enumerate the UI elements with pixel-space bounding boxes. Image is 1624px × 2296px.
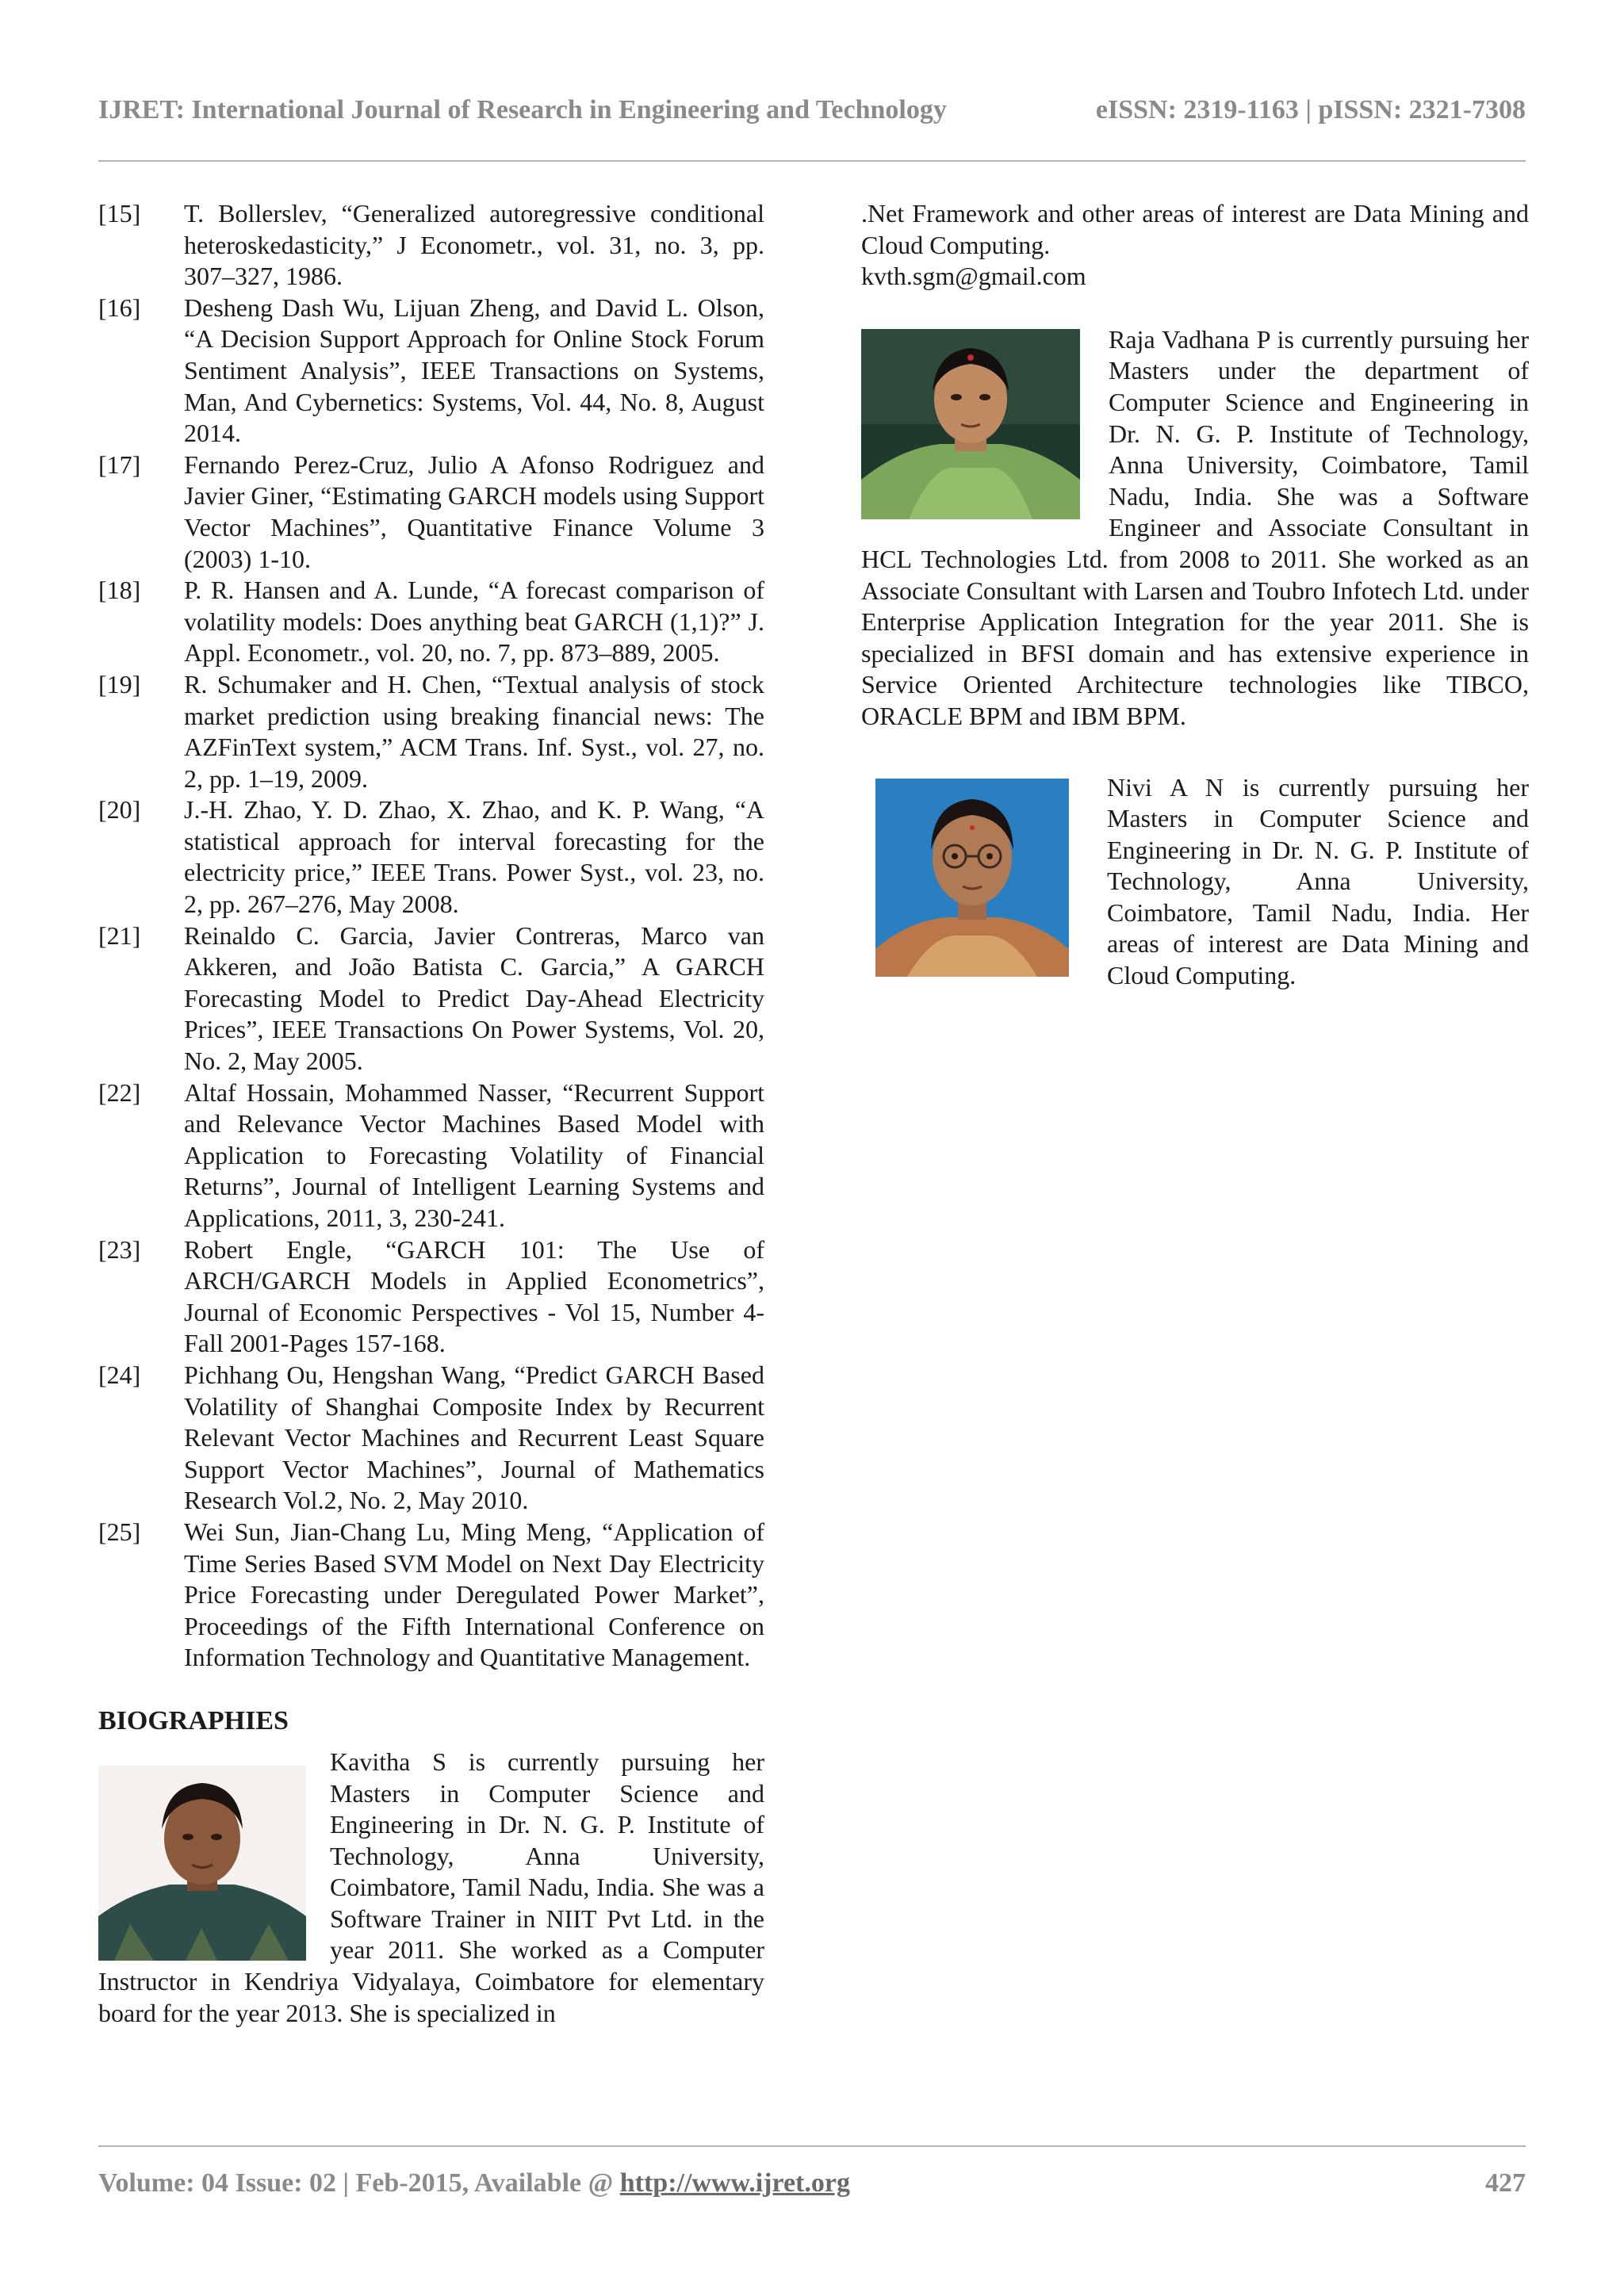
reference-number: [18] [98, 576, 141, 605]
reference-number: [23] [98, 1234, 141, 1264]
bio-text-raja: Raja Vadhana P is currently pursuing her Masters under the department of Computer Science and Engineering in Dr. N. G. P. Institute of Technology, Anna University, Coimbatore, Tamil Nadu, India. She was a Software Engineer and Associate Consultant in HCL Technologies Ltd. from 2008 to 2011. She worked as an Associate Consultant with Larsen and Toubro Infotech Ltd. under Enterprise Application Integration for the year 2011. She is specialized in BFSI domain and has extensive experience in Service Oriented Architecture technologies like TIBCO, ORACLE BPM and IBM BPM. [861, 324, 1529, 730]
author-photo-raja [861, 329, 1080, 519]
reference-item [98, 575, 764, 669]
page-footer [98, 2168, 1526, 2208]
reference-item [98, 1077, 764, 1234]
reference-item [98, 450, 764, 575]
bio-raja [861, 324, 1529, 733]
reference-number: [17] [98, 450, 141, 479]
reference-number: [16] [98, 293, 141, 322]
reference-text: Fernando Perez-Cruz, Julio A Afonso Rodriguez and Javier Giner, “Estimating GARCH models using Support Vector Machines”, Quantitative Finance Volume 3 (2003) 1-10. [184, 450, 764, 573]
issn-info: eISSN: 2319-1163 | pISSN: 2321-7308 [1095, 95, 1526, 124]
reference-text: J.-H. Zhao, Y. D. Zhao, X. Zhao, and K. P. Wang, “A statistical approach for interval forecasting for the electricity price,” IEEE Trans. Power Syst., vol. 23, no. 2, pp. 267–276, May 2008. [184, 795, 764, 919]
reference-number: [15] [98, 199, 141, 228]
bio-kavitha-continued [861, 198, 1529, 293]
reference-item [98, 920, 764, 1077]
reference-text: R. Schumaker and H. Chen, “Textual analysis of stock market prediction using breaking financial news: The AZFinText system,” ACM Trans. Inf. Syst., vol. 27, no. 2, pp. 1–19, 2009. [184, 669, 764, 793]
page-number: 427 [1485, 2168, 1526, 2198]
reference-number: [25] [98, 1517, 141, 1546]
biographies-heading: BIOGRAPHIES [98, 1705, 289, 1735]
footer-volume-text: Volume: 04 Issue: 02 | Feb-2015, Available @ [98, 2168, 620, 2198]
reference-text: Wei Sun, Jian-Chang Lu, Ming Meng, “Application of Time Series Based SVM Model on Next Day Electricity Price Forecasting under Deregulated Power Market”, Proceedings of the Fifth International Conference on Information Technology and Quantitative Management. [184, 1517, 764, 1672]
reference-number: [19] [98, 669, 141, 698]
reference-text: Altaf Hossain, Mohammed Nasser, “Recurrent Support and Relevance Vector Machines Based Model with Application to Forecasting Volatility of Financial Returns”, Journal of Intelligent Learning Systems and Applications, 2011, 3, 230-241. [184, 1077, 764, 1232]
right-column [861, 198, 1529, 992]
reference-text: Pichhang Ou, Hengshan Wang, “Predict GARCH Based Volatility of Shanghai Composite Index by Recurrent Relevant Vector Machines and Recurrent Least Square Support Vector Machines”, Journal of Mathematics Research Vol.2, No. 2, May 2010. [184, 1360, 764, 1515]
reference-number: [21] [98, 920, 141, 950]
journal-website-link[interactable]: http://www.ijret.org [619, 2168, 850, 2198]
bio-kavitha [98, 1747, 764, 2029]
reference-item [98, 1234, 764, 1360]
bio-nivi [861, 772, 1529, 992]
reference-list [98, 198, 764, 1674]
reference-number: [20] [98, 795, 141, 825]
reference-text: T. Bollerslev, “Generalized autoregressive conditional heteroskedasticity,” J Econometr., vol. 31, no. 3, pp. 307–327, 1986. [184, 199, 764, 291]
reference-item [98, 669, 764, 794]
reference-item [98, 1360, 764, 1517]
bio-text-nivi: Nivi A N is currently pursuing her Masters in Computer Science and Engineering in Dr. N. G. P. Institute of Technology, Anna University, Coimbatore, Tamil Nadu, India. Her areas of interest are Data Mining and Cloud Computing. [1107, 772, 1529, 990]
reference-item [98, 794, 764, 920]
footer-rule [98, 2145, 1526, 2147]
reference-text: P. R. Hansen and A. Lunde, “A forecast comparison of volatility models: Does anything beat GARCH (1,1)?” J. Appl. Econometr., vol. 20, no. 7, pp. 873–889, 2005. [184, 576, 764, 668]
reference-number: [24] [98, 1360, 141, 1389]
reference-text: Reinaldo C. Garcia, Javier Contreras, Marco van Akkeren, and João Batista C. Garcia,” A GARCH Forecasting Model to Predict Day-Ahead Electricity Prices”, IEEE Transactions On Power Systems, Vol. 20, No. 2, May 2005. [184, 920, 764, 1076]
reference-item [98, 1517, 764, 1674]
author-photo-kavitha [98, 1766, 306, 1961]
bio-text-kavitha: Kavitha S is currently pursuing her Masters in Computer Science and Engineering in Dr. N. G. P. Institute of Technology, Anna University, Coimbatore, Tamil Nadu, India. She was a Software Trainer in NIIT Pvt Ltd. in the year 2011. She worked as a Computer Instructor in Kendriya Vidyalaya, Coimbatore for elementary board for the year 2013. She is specialized in [98, 1747, 764, 2027]
bio-text-kavitha-continued: .Net Framework and other areas of interest are Data Mining and Cloud Computing. [861, 199, 1529, 259]
header-rule [98, 160, 1526, 162]
footer-volume [98, 2168, 850, 2198]
reference-item [98, 198, 764, 293]
page-header [98, 95, 1526, 135]
journal-title: IJRET: International Journal of Research in Engineering and Technology [98, 95, 947, 124]
reference-text: Desheng Dash Wu, Lijuan Zheng, and David L. Olson, “A Decision Support Approach for Online Stock Forum Sentiment Analysis”, IEEE Transactions on Systems, Man, And Cybernetics: Systems, Vol. 44, No. 8, August 2014. [184, 293, 764, 448]
reference-text: Robert Engle, “GARCH 101: The Use of ARCH/GARCH Models in Applied Econometrics”, Journal of Economic Perspectives - Vol 15, Number 4- Fall 2001-Pages 157-168. [184, 1234, 764, 1358]
kavitha-email: kvth.sgm@gmail.com [861, 262, 1086, 291]
reference-item [98, 293, 764, 450]
author-photo-nivi [875, 779, 1069, 977]
left-column [98, 198, 764, 2029]
reference-number: [22] [98, 1077, 141, 1107]
